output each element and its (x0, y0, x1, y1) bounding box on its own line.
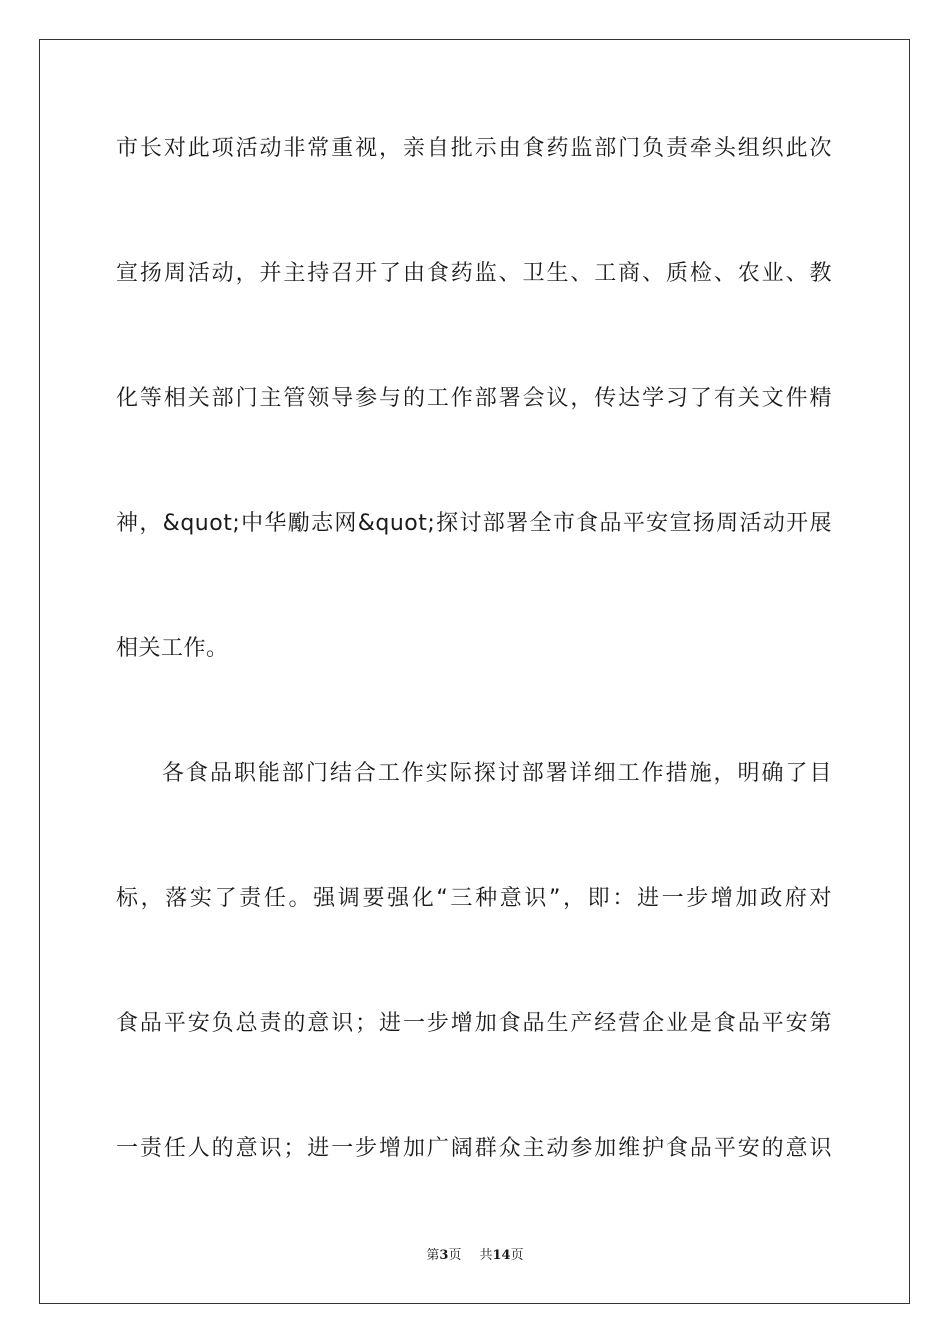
total-pages: 14 (492, 1248, 511, 1263)
total-suffix: 页 (510, 1248, 524, 1263)
page-border (39, 39, 910, 1304)
page-suffix: 页 (448, 1248, 462, 1263)
paragraph-line-3: 化等相关部门主管领导参与的工作部署会议，传达学习了有关文件精 (116, 386, 832, 411)
paragraph-line-4: 神，&quot;中华勵志网&quot;探讨部署全市食品平安宣扬周活动开展 (116, 511, 832, 536)
page-prefix: 第 (426, 1248, 440, 1263)
paragraph-line-5: 相关工作。 (116, 636, 229, 661)
paragraph2-line-4: 一责任人的意识；进一步增加广阔群众主动参加维护食品平安的意识 (116, 1136, 832, 1161)
page-footer (0, 1248, 950, 1264)
paragraph-line-2: 宣扬周活动，并主持召开了由食药监、卫生、工商、质检、农业、教 (116, 261, 832, 286)
page-number: 3 (439, 1248, 449, 1263)
total-prefix: 共 (479, 1248, 493, 1263)
paragraph2-line-2: 标，落实了责任。强调要强化“三种意识”，即：进一步增加政府对 (116, 886, 832, 911)
paragraph2-line-3: 食品平安负总责的意识；进一步增加食品生产经营企业是食品平安第 (116, 1011, 832, 1036)
paragraph2-line-1: 各食品职能部门结合工作实际探讨部署详细工作措施，明确了目 (162, 761, 832, 786)
paragraph-line-1: 市长对此项活动非常重视，亲自批示由食药监部门负责牵头组织此次 (116, 136, 832, 161)
